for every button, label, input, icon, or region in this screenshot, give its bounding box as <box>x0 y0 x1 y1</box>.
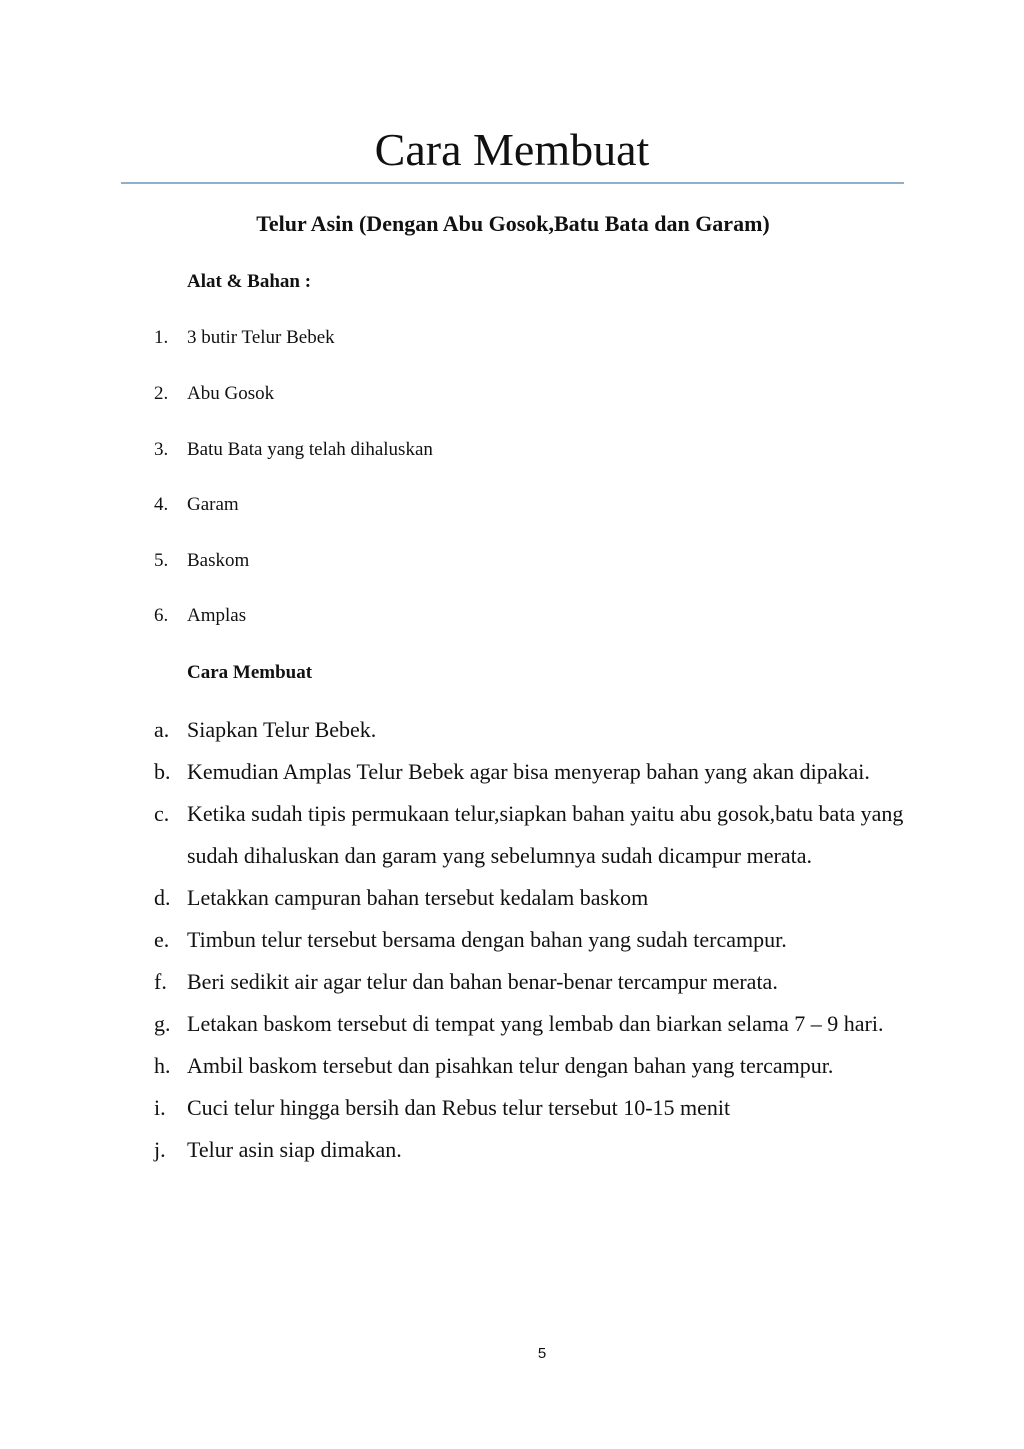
steps-list <box>154 709 914 1171</box>
list-item-text: Batu Bata yang telah dihaluskan <box>187 439 433 460</box>
list-item-text: Amplas <box>187 605 247 626</box>
step-item <box>154 919 914 961</box>
list-item-number: 5. <box>154 550 169 571</box>
step-letter: h. <box>154 1053 171 1078</box>
step-text: Ketika sudah tipis permukaan telur,siapkan bahan yaitu abu gosok,batu bata yang sudah dihaluskan dan garam yang sebelumnya sudah dicampur merata. <box>187 801 904 868</box>
step-item <box>154 1129 914 1171</box>
step-text: Letakan baskom tersebut di tempat yang lembab dan biarkan selama 7 – 9 hari. <box>187 1011 884 1036</box>
step-text: Letakkan campuran bahan tersebut kedalam baskom <box>187 885 649 910</box>
step-text: Ambil baskom tersebut dan pisahkan telur dengan bahan yang tercampur. <box>187 1053 834 1078</box>
step-text: Siapkan Telur Bebek. <box>187 717 377 742</box>
step-item <box>154 793 914 877</box>
step-item <box>154 1045 914 1087</box>
list-item-text: 3 butir Telur Bebek <box>187 327 335 348</box>
list-item-text: Garam <box>187 494 239 515</box>
step-letter: f. <box>154 969 167 994</box>
step-text: Beri sedikit air agar telur dan bahan benar-benar tercampur merata. <box>187 969 778 994</box>
step-item <box>154 1003 914 1045</box>
list-item-number: 1. <box>154 327 169 348</box>
step-item <box>154 751 914 793</box>
step-letter: g. <box>154 1011 171 1036</box>
step-letter: c. <box>154 801 170 826</box>
step-text: Cuci telur hingga bersih dan Rebus telur tersebut 10-15 menit <box>187 1095 731 1120</box>
step-item <box>154 709 914 751</box>
step-item <box>154 1087 914 1129</box>
materials-heading: Alat & Bahan : <box>187 271 312 292</box>
step-text: Timbun telur tersebut bersama dengan bahan yang sudah tercampur. <box>187 927 787 952</box>
recipe-subtitle: Telur Asin (Dengan Abu Gosok,Batu Bata dan Garam) <box>256 211 770 236</box>
step-letter: i. <box>154 1095 166 1120</box>
step-text: Telur asin siap dimakan. <box>187 1137 402 1162</box>
step-item <box>154 961 914 1003</box>
page-number: 5 <box>537 1345 547 1362</box>
step-letter: j. <box>154 1137 166 1162</box>
page-title: Cara Membuat <box>374 124 650 175</box>
list-item-number: 3. <box>154 439 169 460</box>
title-underline-rule <box>121 182 904 184</box>
list-item-number: 6. <box>154 605 169 626</box>
step-text: Kemudian Amplas Telur Bebek agar bisa menyerap bahan yang akan dipakai. <box>187 759 870 784</box>
list-item-text: Abu Gosok <box>187 383 275 404</box>
step-letter: d. <box>154 885 171 910</box>
list-item-number: 2. <box>154 383 169 404</box>
step-item <box>154 877 914 919</box>
step-letter: b. <box>154 759 171 784</box>
steps-heading: Cara Membuat <box>187 662 313 683</box>
step-letter: a. <box>154 717 170 742</box>
list-item-number: 4. <box>154 494 169 515</box>
list-item-text: Baskom <box>187 550 250 571</box>
step-letter: e. <box>154 927 170 952</box>
